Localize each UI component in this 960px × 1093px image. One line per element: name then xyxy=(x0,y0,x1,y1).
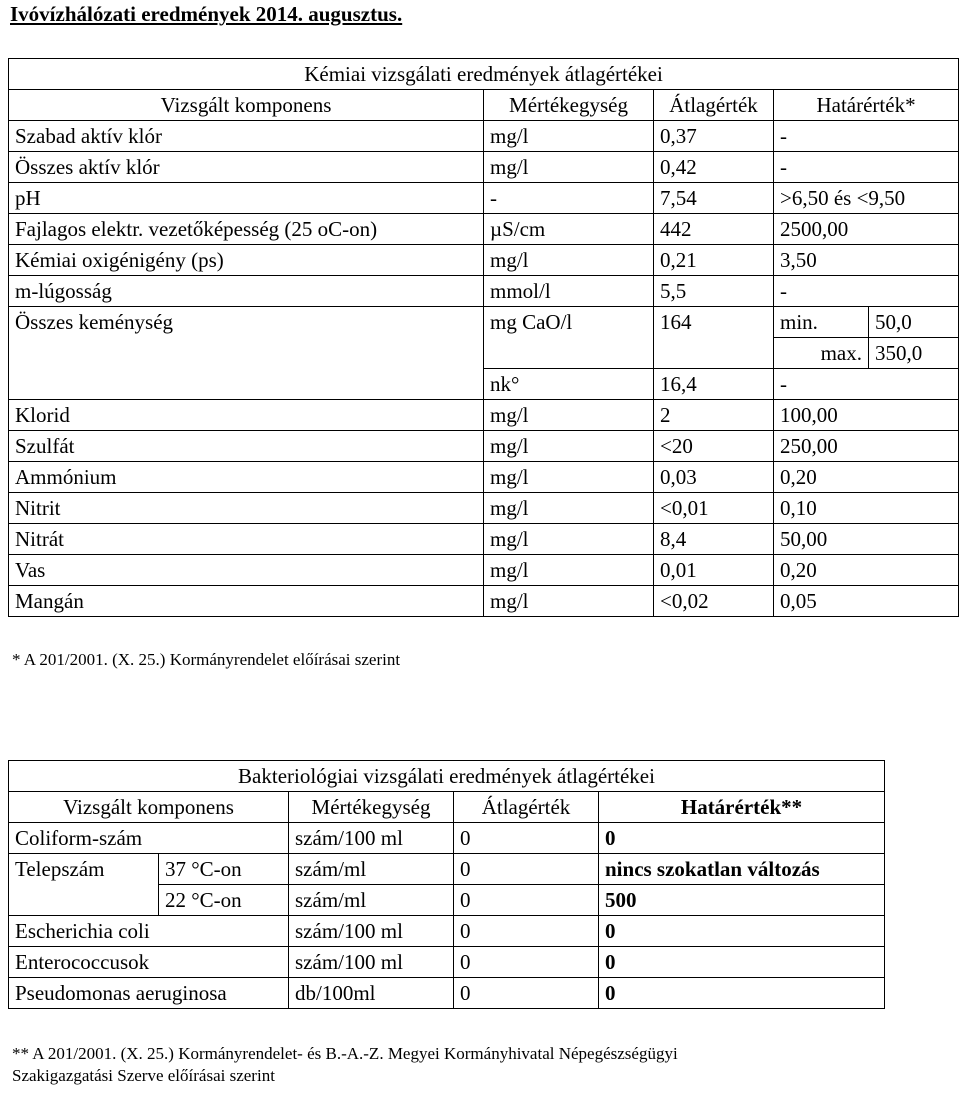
table-row xyxy=(9,916,885,947)
unit-cell: mg/l xyxy=(484,431,654,462)
footnote-line: ** A 201/2001. (X. 25.) Kormányrendelet- és B.-A.-Z. Megyei Kormányhivatal Népegészségügyi xyxy=(12,1044,678,1063)
average-cell: 5,5 xyxy=(654,276,774,307)
average-cell: 0,21 xyxy=(654,245,774,276)
average-cell: 0 xyxy=(454,947,599,978)
limit-cell: 0 xyxy=(599,947,885,978)
unit-cell: mg/l xyxy=(484,152,654,183)
table-row xyxy=(9,462,959,493)
table-row xyxy=(9,493,959,524)
unit-cell: mmol/l xyxy=(484,276,654,307)
table-row xyxy=(9,586,959,617)
table-row xyxy=(9,307,959,338)
average-cell: <20 xyxy=(654,431,774,462)
unit-cell: szám/ml xyxy=(289,885,454,916)
page-title: Ivóvízhálózati eredmények 2014. augusztus. xyxy=(10,2,403,26)
column-header: Mértékegység xyxy=(484,90,654,121)
table-row xyxy=(9,431,959,462)
limit-cell: 250,00 xyxy=(774,431,959,462)
min-value: 50,0 xyxy=(869,307,959,338)
footnote-line: Szakigazgatási Szerve előírásai szerint xyxy=(12,1066,275,1085)
average-cell: 0 xyxy=(454,854,599,885)
table-row xyxy=(9,823,885,854)
component-cell: Szulfát xyxy=(9,431,484,462)
column-header: Határérték** xyxy=(599,792,885,823)
component-cell: Szabad aktív klór xyxy=(9,121,484,152)
limit-cell: 3,50 xyxy=(774,245,959,276)
unit-cell: mg/l xyxy=(484,121,654,152)
table-row xyxy=(9,524,959,555)
component-cell: Nitrát xyxy=(9,524,484,555)
average-cell: 0,01 xyxy=(654,555,774,586)
average-cell: 0,03 xyxy=(654,462,774,493)
table-row xyxy=(9,183,959,214)
average-cell: 16,4 xyxy=(654,369,774,400)
component-cell: pH xyxy=(9,183,484,214)
chemical-results-table xyxy=(8,58,959,617)
unit-cell: mg/l xyxy=(484,245,654,276)
unit-cell: nk° xyxy=(484,369,654,400)
average-cell: 7,54 xyxy=(654,183,774,214)
bacteriological-results-table xyxy=(8,760,885,1009)
limit-cell: - xyxy=(774,121,959,152)
table-row xyxy=(9,555,959,586)
temperature-cell: 37 °C-on xyxy=(159,854,289,885)
column-header: Határérték* xyxy=(774,90,959,121)
table-row xyxy=(9,854,885,885)
component-cell: Összes aktív klór xyxy=(9,152,484,183)
component-cell: Kémiai oxigénigény (ps) xyxy=(9,245,484,276)
unit-cell: szám/100 ml xyxy=(289,947,454,978)
limit-cell: 0 xyxy=(599,916,885,947)
limit-cell: 2500,00 xyxy=(774,214,959,245)
table-row xyxy=(9,214,959,245)
average-cell: 8,4 xyxy=(654,524,774,555)
limit-cell: 100,00 xyxy=(774,400,959,431)
limit-cell: >6,50 és <9,50 xyxy=(774,183,959,214)
component-cell: Fajlagos elektr. vezetőképesség (25 oC-on) xyxy=(9,214,484,245)
table-row xyxy=(9,978,885,1009)
table-row xyxy=(9,400,959,431)
unit-cell: mg/l xyxy=(484,462,654,493)
table-row xyxy=(9,947,885,978)
component-cell: m-lúgosság xyxy=(9,276,484,307)
average-cell: <0,02 xyxy=(654,586,774,617)
component-cell: Pseudomonas aeruginosa xyxy=(9,978,289,1009)
unit-cell: mg/l xyxy=(484,586,654,617)
limit-cell: nincs szokatlan változás xyxy=(599,854,885,885)
average-cell: 442 xyxy=(654,214,774,245)
average-cell: 0,37 xyxy=(654,121,774,152)
unit-cell: mg/l xyxy=(484,400,654,431)
unit-cell: mg/l xyxy=(484,524,654,555)
limit-cell: 50,00 xyxy=(774,524,959,555)
average-cell: 164 xyxy=(654,307,774,369)
unit-cell: db/100ml xyxy=(289,978,454,1009)
average-cell: 0 xyxy=(454,978,599,1009)
unit-cell: mg/l xyxy=(484,493,654,524)
component-cell: Telepszám xyxy=(9,854,159,916)
chemical-footnote: * A 201/2001. (X. 25.) Kormányrendelet előírásai szerint xyxy=(12,650,401,669)
average-cell: 0,42 xyxy=(654,152,774,183)
table-caption: Kémiai vizsgálati eredmények átlagértékei xyxy=(9,59,959,90)
average-cell: <0,01 xyxy=(654,493,774,524)
average-cell: 0 xyxy=(454,916,599,947)
average-cell: 2 xyxy=(654,400,774,431)
component-cell: Klorid xyxy=(9,400,484,431)
column-header: Vizsgált komponens xyxy=(9,792,289,823)
component-cell: Mangán xyxy=(9,586,484,617)
table-caption: Bakteriológiai vizsgálati eredmények átlagértékei xyxy=(9,761,885,792)
average-cell: 0 xyxy=(454,823,599,854)
unit-cell: szám/100 ml xyxy=(289,823,454,854)
component-cell: Összes keménység xyxy=(9,307,484,400)
table-row xyxy=(9,276,959,307)
column-header: Átlagérték xyxy=(654,90,774,121)
column-header: Átlagérték xyxy=(454,792,599,823)
table-row xyxy=(9,121,959,152)
column-header: Vizsgált komponens xyxy=(9,90,484,121)
unit-cell: mg/l xyxy=(484,555,654,586)
temperature-cell: 22 °C-on xyxy=(159,885,289,916)
component-cell: Coliform-szám xyxy=(9,823,289,854)
limit-cell: - xyxy=(774,369,959,400)
average-cell: 0 xyxy=(454,885,599,916)
max-label: max. xyxy=(774,338,869,369)
component-cell: Ammónium xyxy=(9,462,484,493)
limit-cell: 0 xyxy=(599,978,885,1009)
unit-cell: µS/cm xyxy=(484,214,654,245)
column-header: Mértékegység xyxy=(289,792,454,823)
component-cell: Escherichia coli xyxy=(9,916,289,947)
unit-cell: szám/100 ml xyxy=(289,916,454,947)
component-cell: Nitrit xyxy=(9,493,484,524)
limit-cell: 0,20 xyxy=(774,555,959,586)
limit-cell: 0,20 xyxy=(774,462,959,493)
limit-cell: 500 xyxy=(599,885,885,916)
table-row xyxy=(9,152,959,183)
min-label: min. xyxy=(774,307,869,338)
limit-cell: - xyxy=(774,152,959,183)
unit-cell: mg CaO/l xyxy=(484,307,654,369)
max-value: 350,0 xyxy=(869,338,959,369)
limit-cell: 0,10 xyxy=(774,493,959,524)
limit-cell: 0 xyxy=(599,823,885,854)
limit-cell: 0,05 xyxy=(774,586,959,617)
unit-cell: szám/ml xyxy=(289,854,454,885)
component-cell: Vas xyxy=(9,555,484,586)
bacteriological-footnote xyxy=(12,1043,678,1087)
component-cell: Enterococcusok xyxy=(9,947,289,978)
limit-cell: - xyxy=(774,276,959,307)
table-row xyxy=(9,245,959,276)
unit-cell: - xyxy=(484,183,654,214)
